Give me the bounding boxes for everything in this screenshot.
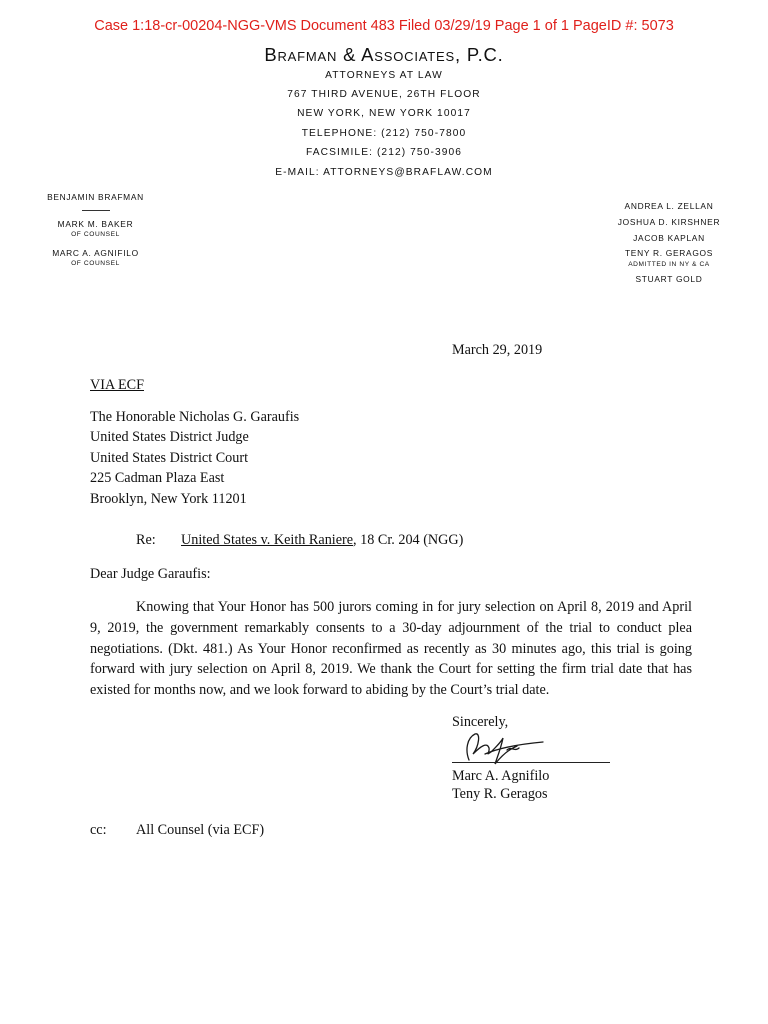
address-telephone: TELEPHONE: (212) 750-7800 (301, 128, 467, 139)
right-name-4: TENY R. GERAGOS (624, 248, 714, 258)
re-case-name: United States v. Keith Raniere (181, 532, 354, 548)
right-name-2: JOSHUA D. KIRSHNER (617, 217, 721, 227)
signatory-2: Teny R. Geragos (452, 786, 548, 802)
signature-line (452, 762, 610, 763)
cc-text: All Counsel (via ECF) (136, 822, 265, 838)
recipient-line-2: United States District Judge (90, 429, 249, 445)
body-paragraph: Knowing that Your Honor has 500 jurors coming in for jury selection on April 8, 2019 and April 9, 2019, the government remarkably consents to a 30-day adjournment of the trial to conduct plea negotiations. (Dkt. 481.) As Your Honor reconfirmed as recently as 30 minutes ago, this trial is going forward with jury selection on April 8, 2019. We thank the Court for setting the firm trial date that has existed for months now, and we look forward to abiding by the Court’s trial date. (90, 599, 692, 699)
filing-header: Case 1:18-cr-00204-NGG-VMS Document 483 Filed 03/29/19 Page 1 of 1 PageID #: 5073 (94, 18, 674, 34)
left-note-2: OF COUNSEL (71, 260, 120, 267)
letter-body (90, 597, 692, 701)
address-city: NEW YORK, NEW YORK 10017 (297, 108, 471, 119)
left-principal: BENJAMIN BRAFMAN (47, 192, 144, 202)
letter-date: March 29, 2019 (452, 342, 543, 358)
firm-subtitle: ATTORNEYS AT LAW (325, 70, 443, 81)
recipient-line-5: Brooklyn, New York 11201 (90, 491, 247, 507)
address-street: 767 THIRD AVENUE, 26TH FLOOR (287, 89, 481, 100)
recipient-line-3: United States District Court (90, 450, 249, 466)
left-note-1: OF COUNSEL (71, 231, 120, 238)
right-note-4: ADMITTED IN NY & CA (628, 261, 710, 268)
address-email: E-MAIL: ATTORNEYS@BRAFLAW.COM (275, 167, 493, 178)
left-name-1: MARK M. BAKER (57, 219, 134, 229)
re-case-number: , 18 Cr. 204 (NGG) (353, 532, 464, 548)
cc-label: cc: (90, 822, 107, 838)
recipient-line-4: 225 Cadman Plaza East (90, 470, 225, 486)
right-name-1: ANDREA L. ZELLAN (624, 201, 714, 211)
signatory-1: Marc A. Agnifilo (452, 768, 550, 784)
recipient-line-1: The Honorable Nicholas G. Garaufis (90, 409, 300, 425)
left-divider (82, 210, 110, 211)
delivery-method: VIA ECF (90, 377, 144, 393)
right-name-3: JACOB KAPLAN (633, 233, 705, 243)
address-facsimile: FACSIMILE: (212) 750-3906 (305, 147, 463, 158)
left-name-2: MARC A. AGNIFILO (52, 248, 139, 258)
closing: Sincerely, (452, 714, 509, 730)
salutation: Dear Judge Garaufis: (90, 566, 211, 582)
re-line (181, 530, 463, 550)
re-label: Re: (136, 532, 156, 548)
firm-name: Brafman & Associates, P.C. (264, 44, 504, 65)
right-name-5: STUART GOLD (635, 274, 703, 284)
